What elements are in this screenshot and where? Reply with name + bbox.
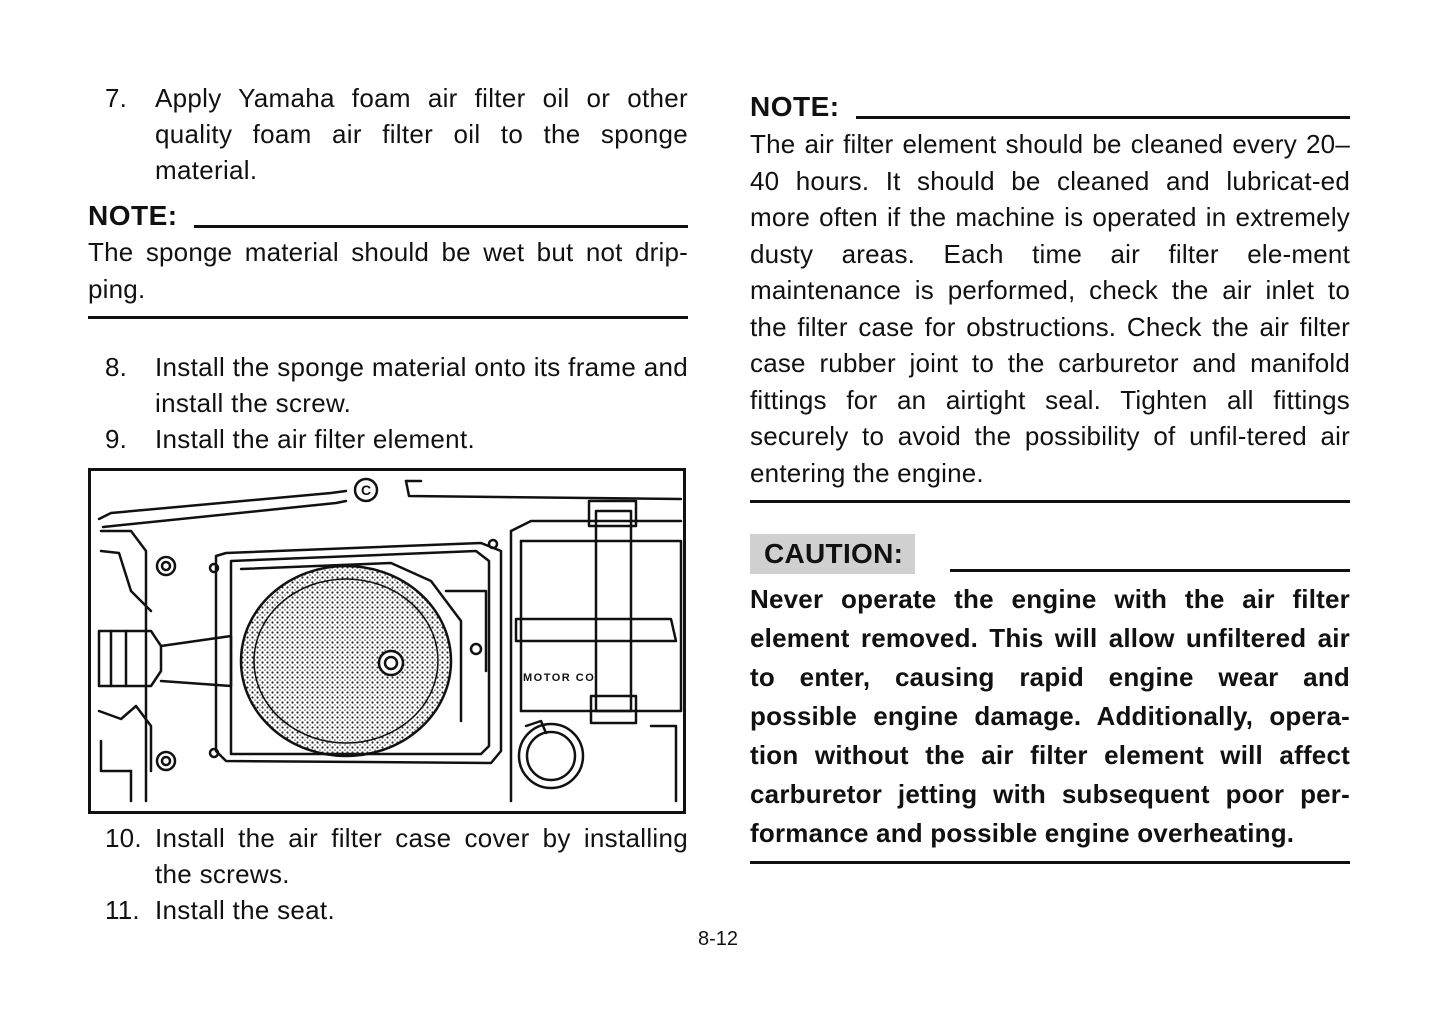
- page-number: 8-12: [698, 928, 739, 950]
- step-text: Install the seat.: [155, 895, 335, 925]
- note-label: NOTE:: [88, 200, 178, 231]
- step-text: Install the air filter case cover by installing the screws.: [155, 823, 688, 889]
- step-7: [88, 80, 688, 188]
- motor-stamp: MOTOR CO: [523, 672, 596, 684]
- caution-text: Never operate the engine with the air filter element removed. This will allow unfiltered air to enter, causing rapid engine wear and possible engine damage. Additionally, opera-tion without the air filter element will affect carburetor jetting with subsequent poor per-formance and possible engine overheating.: [750, 584, 1350, 848]
- note-end-rule: [88, 316, 688, 319]
- step-number: 8.: [105, 352, 128, 382]
- step-text: Install the air filter element.: [155, 424, 475, 454]
- air-filter-line-drawing: [91, 471, 683, 811]
- step-9: [88, 421, 688, 457]
- caution-end-rule: [750, 861, 1350, 864]
- step-text: Apply Yamaha foam air filter oil or other quality foam air filter oil to the sponge material.: [155, 83, 688, 185]
- note-end-rule: [750, 500, 1350, 503]
- step-8: [88, 349, 688, 421]
- note-rule: [856, 116, 1350, 119]
- caution-label: CAUTION:: [750, 534, 915, 574]
- note-rule: [194, 225, 688, 228]
- step-text: Install the sponge material onto its frame and install the screw.: [155, 352, 688, 418]
- caution-rule: [950, 569, 1350, 572]
- note-text: The sponge material should be wet but not drip-ping.: [88, 237, 688, 304]
- step-number: 7.: [105, 83, 128, 113]
- step-number: 10.: [105, 823, 142, 853]
- step-number: 11.: [105, 895, 140, 925]
- air-filter-illustration: [88, 468, 686, 814]
- step-10: [88, 820, 688, 892]
- note-label: NOTE:: [750, 91, 840, 122]
- note-heading: [88, 198, 688, 234]
- caution-heading: [750, 534, 1350, 574]
- step-number: 9.: [105, 424, 128, 454]
- callout-label: C: [361, 482, 372, 498]
- note-heading: [750, 89, 1350, 125]
- note-text: The air filter element should be cleaned every 20–40 hours. It should be cleaned and lubricat-ed more often if the machine is operated in extremely dusty areas. Each time air filter ele-ment maintenance is performed, check the air inlet to the filter case for obstructions. Check the air filter case rubber joint to the carburetor and manifold fittings for an airtight seal. Tighten all fittings securely to avoid the possibility of unfil-tered air entering the engine.: [750, 129, 1350, 488]
- step-11: [88, 892, 688, 928]
